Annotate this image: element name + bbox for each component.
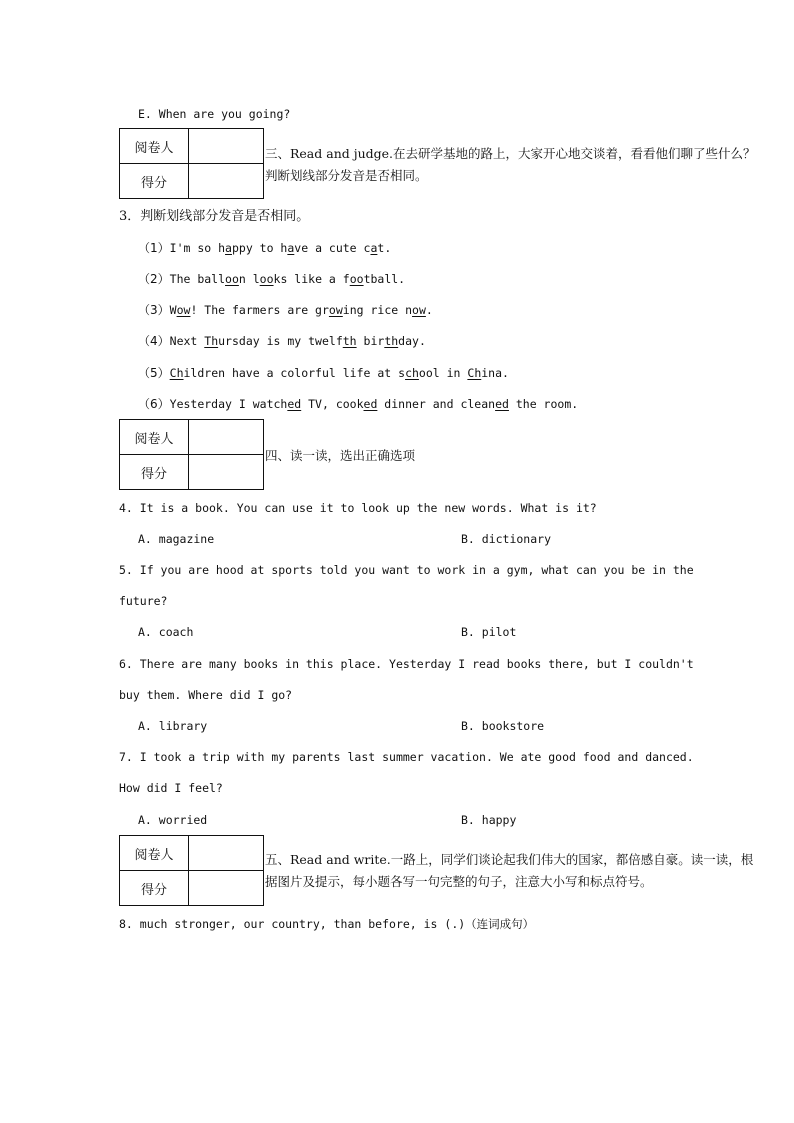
underlined-segment: Th xyxy=(204,334,219,348)
underlined-segment: ed xyxy=(363,397,378,411)
underlined-segment: a xyxy=(287,241,295,255)
text-segment: ks like a f xyxy=(273,272,350,286)
underlined-segment: oo xyxy=(225,272,239,286)
score-cell[interactable] xyxy=(189,871,264,906)
reviewer-cell[interactable] xyxy=(189,420,264,455)
judge-item-sentence xyxy=(170,334,426,348)
text-segment: Next xyxy=(169,334,205,348)
score-cell[interactable] xyxy=(189,455,264,490)
question-6-text-line2: buy them. Where did I go? xyxy=(119,688,293,702)
underlined-segment: oo xyxy=(259,272,274,286)
underlined-segment: ed xyxy=(495,397,509,411)
underlined-segment: ow xyxy=(176,303,191,317)
text-segment: ve a cute c xyxy=(294,241,371,255)
judge-item-3 xyxy=(138,302,433,318)
text-segment: ppy to h xyxy=(231,241,288,255)
score-box-section5 xyxy=(119,835,264,906)
score-cell[interactable] xyxy=(189,164,264,199)
question-8-text: 8. much stronger, our country, than before, is (.)（连词成句） xyxy=(119,917,535,931)
question-4-option-a[interactable]: A. magazine xyxy=(138,532,215,546)
underlined-segment: a xyxy=(225,241,232,255)
text-segment: W xyxy=(169,303,177,317)
underlined-segment: a xyxy=(370,241,378,255)
underlined-segment: oo xyxy=(349,272,364,286)
text-segment: I'm so h xyxy=(169,241,226,255)
text-segment: dinner and clean xyxy=(377,397,496,411)
underlined-segment: Ch xyxy=(169,366,184,380)
question-4-text: 4. It is a book. You can use it to look up the new words. What is it? xyxy=(119,501,597,515)
judge-item-sentence xyxy=(170,272,405,286)
question-7-option-a[interactable]: A. worried xyxy=(138,813,208,827)
reviewer-label: 阅卷人 xyxy=(120,420,189,455)
text-segment: ursday is my twelf xyxy=(218,334,343,348)
score-label: 得分 xyxy=(120,164,189,199)
section5-title xyxy=(265,849,794,893)
judge-item-sentence xyxy=(170,366,509,380)
section3-title-line2: 判断划线部分发音是否相同。 xyxy=(265,168,428,183)
reviewer-cell[interactable] xyxy=(189,129,264,164)
score-label: 得分 xyxy=(120,455,189,490)
underlined-segment: ow xyxy=(412,303,426,317)
text-segment: The ball xyxy=(169,272,226,286)
section4-title: 四、读一读，选出正确选项 xyxy=(265,448,416,463)
judge-item-sentence xyxy=(170,303,433,317)
underlined-segment: ed xyxy=(287,397,302,411)
text-segment: bir xyxy=(356,334,385,348)
text-segment: t. xyxy=(377,241,392,255)
text-segment: ildren have a colorful life at s xyxy=(183,366,406,380)
text-segment: day. xyxy=(398,334,426,348)
section5-title-line2: 据图片及提示，每小题各写一句完整的句子，注意大小写和标点符号。 xyxy=(265,874,653,889)
question-6-option-b[interactable]: B. bookstore xyxy=(461,719,545,733)
reviewer-cell[interactable] xyxy=(189,836,264,871)
reviewer-label: 阅卷人 xyxy=(120,836,189,871)
question-6-option-a[interactable]: A. library xyxy=(138,719,208,733)
judge-item-sentence xyxy=(170,397,579,411)
question-6-text-line1: 6. There are many books in this place. Yesterday I read books there, but I couldn't xyxy=(119,657,694,671)
text-segment: ! The farmers are gr xyxy=(190,303,329,317)
underlined-segment: th xyxy=(342,334,357,348)
previous-option-e: E. When are you going? xyxy=(138,107,291,121)
judge-item-number: （6） xyxy=(138,397,170,411)
judge-item-number: （4） xyxy=(138,334,170,348)
underlined-segment: ch xyxy=(405,366,419,380)
judge-item-number: （1） xyxy=(138,241,170,255)
question-5-text-line2: future? xyxy=(119,594,168,608)
section3-title-line1: 三、Read and judge.在去研学基地的路上，大家开心地交谈着，看看他们聊了些什么？ xyxy=(265,146,756,161)
question-5-option-b[interactable]: B. pilot xyxy=(461,625,517,639)
section3-title xyxy=(265,143,794,187)
section5-title-line1: 五、Read and write.一路上，同学们谈论起我们伟大的国家，都倍感自豪。读一读，根 xyxy=(265,852,754,867)
score-label: 得分 xyxy=(120,871,189,906)
question-4-option-b[interactable]: B. dictionary xyxy=(461,532,552,546)
judge-item-6 xyxy=(138,396,578,412)
question-7-text-line2: How did I feel? xyxy=(119,781,223,795)
score-box-section4 xyxy=(119,419,264,490)
text-segment: the room. xyxy=(508,397,579,411)
judge-item-4 xyxy=(138,333,426,349)
judge-item-5 xyxy=(138,365,509,381)
text-segment: . xyxy=(425,303,433,317)
text-segment: ool in xyxy=(418,366,468,380)
underlined-segment: th xyxy=(384,334,399,348)
reviewer-label: 阅卷人 xyxy=(120,129,189,164)
text-segment: ina. xyxy=(481,366,509,380)
judge-item-number: （5） xyxy=(138,366,170,380)
text-segment: Yesterday I watch xyxy=(169,397,288,411)
judge-item-1 xyxy=(138,240,391,256)
score-box-section3 xyxy=(119,128,264,199)
question-3: 3．判断划线部分发音是否相同。 xyxy=(119,209,310,224)
judge-item-sentence xyxy=(170,241,392,255)
question-7-text-line1: 7. I took a trip with my parents last summer vacation. We ate good food and danced. xyxy=(119,750,694,764)
text-segment: n l xyxy=(238,272,260,286)
text-segment: ing rice n xyxy=(342,303,413,317)
underlined-segment: Ch xyxy=(467,366,482,380)
judge-item-number: （3） xyxy=(138,303,170,317)
underlined-segment: ow xyxy=(328,303,343,317)
question-5-text-line1: 5. If you are hood at sports told you want to work in a gym, what can you be in the xyxy=(119,563,694,577)
question-5-option-a[interactable]: A. coach xyxy=(138,625,194,639)
judge-item-2 xyxy=(138,271,405,287)
judge-item-number: （2） xyxy=(138,272,170,286)
text-segment: TV, cook xyxy=(301,397,364,411)
question-7-option-b[interactable]: B. happy xyxy=(461,813,517,827)
text-segment: tball. xyxy=(363,272,406,286)
